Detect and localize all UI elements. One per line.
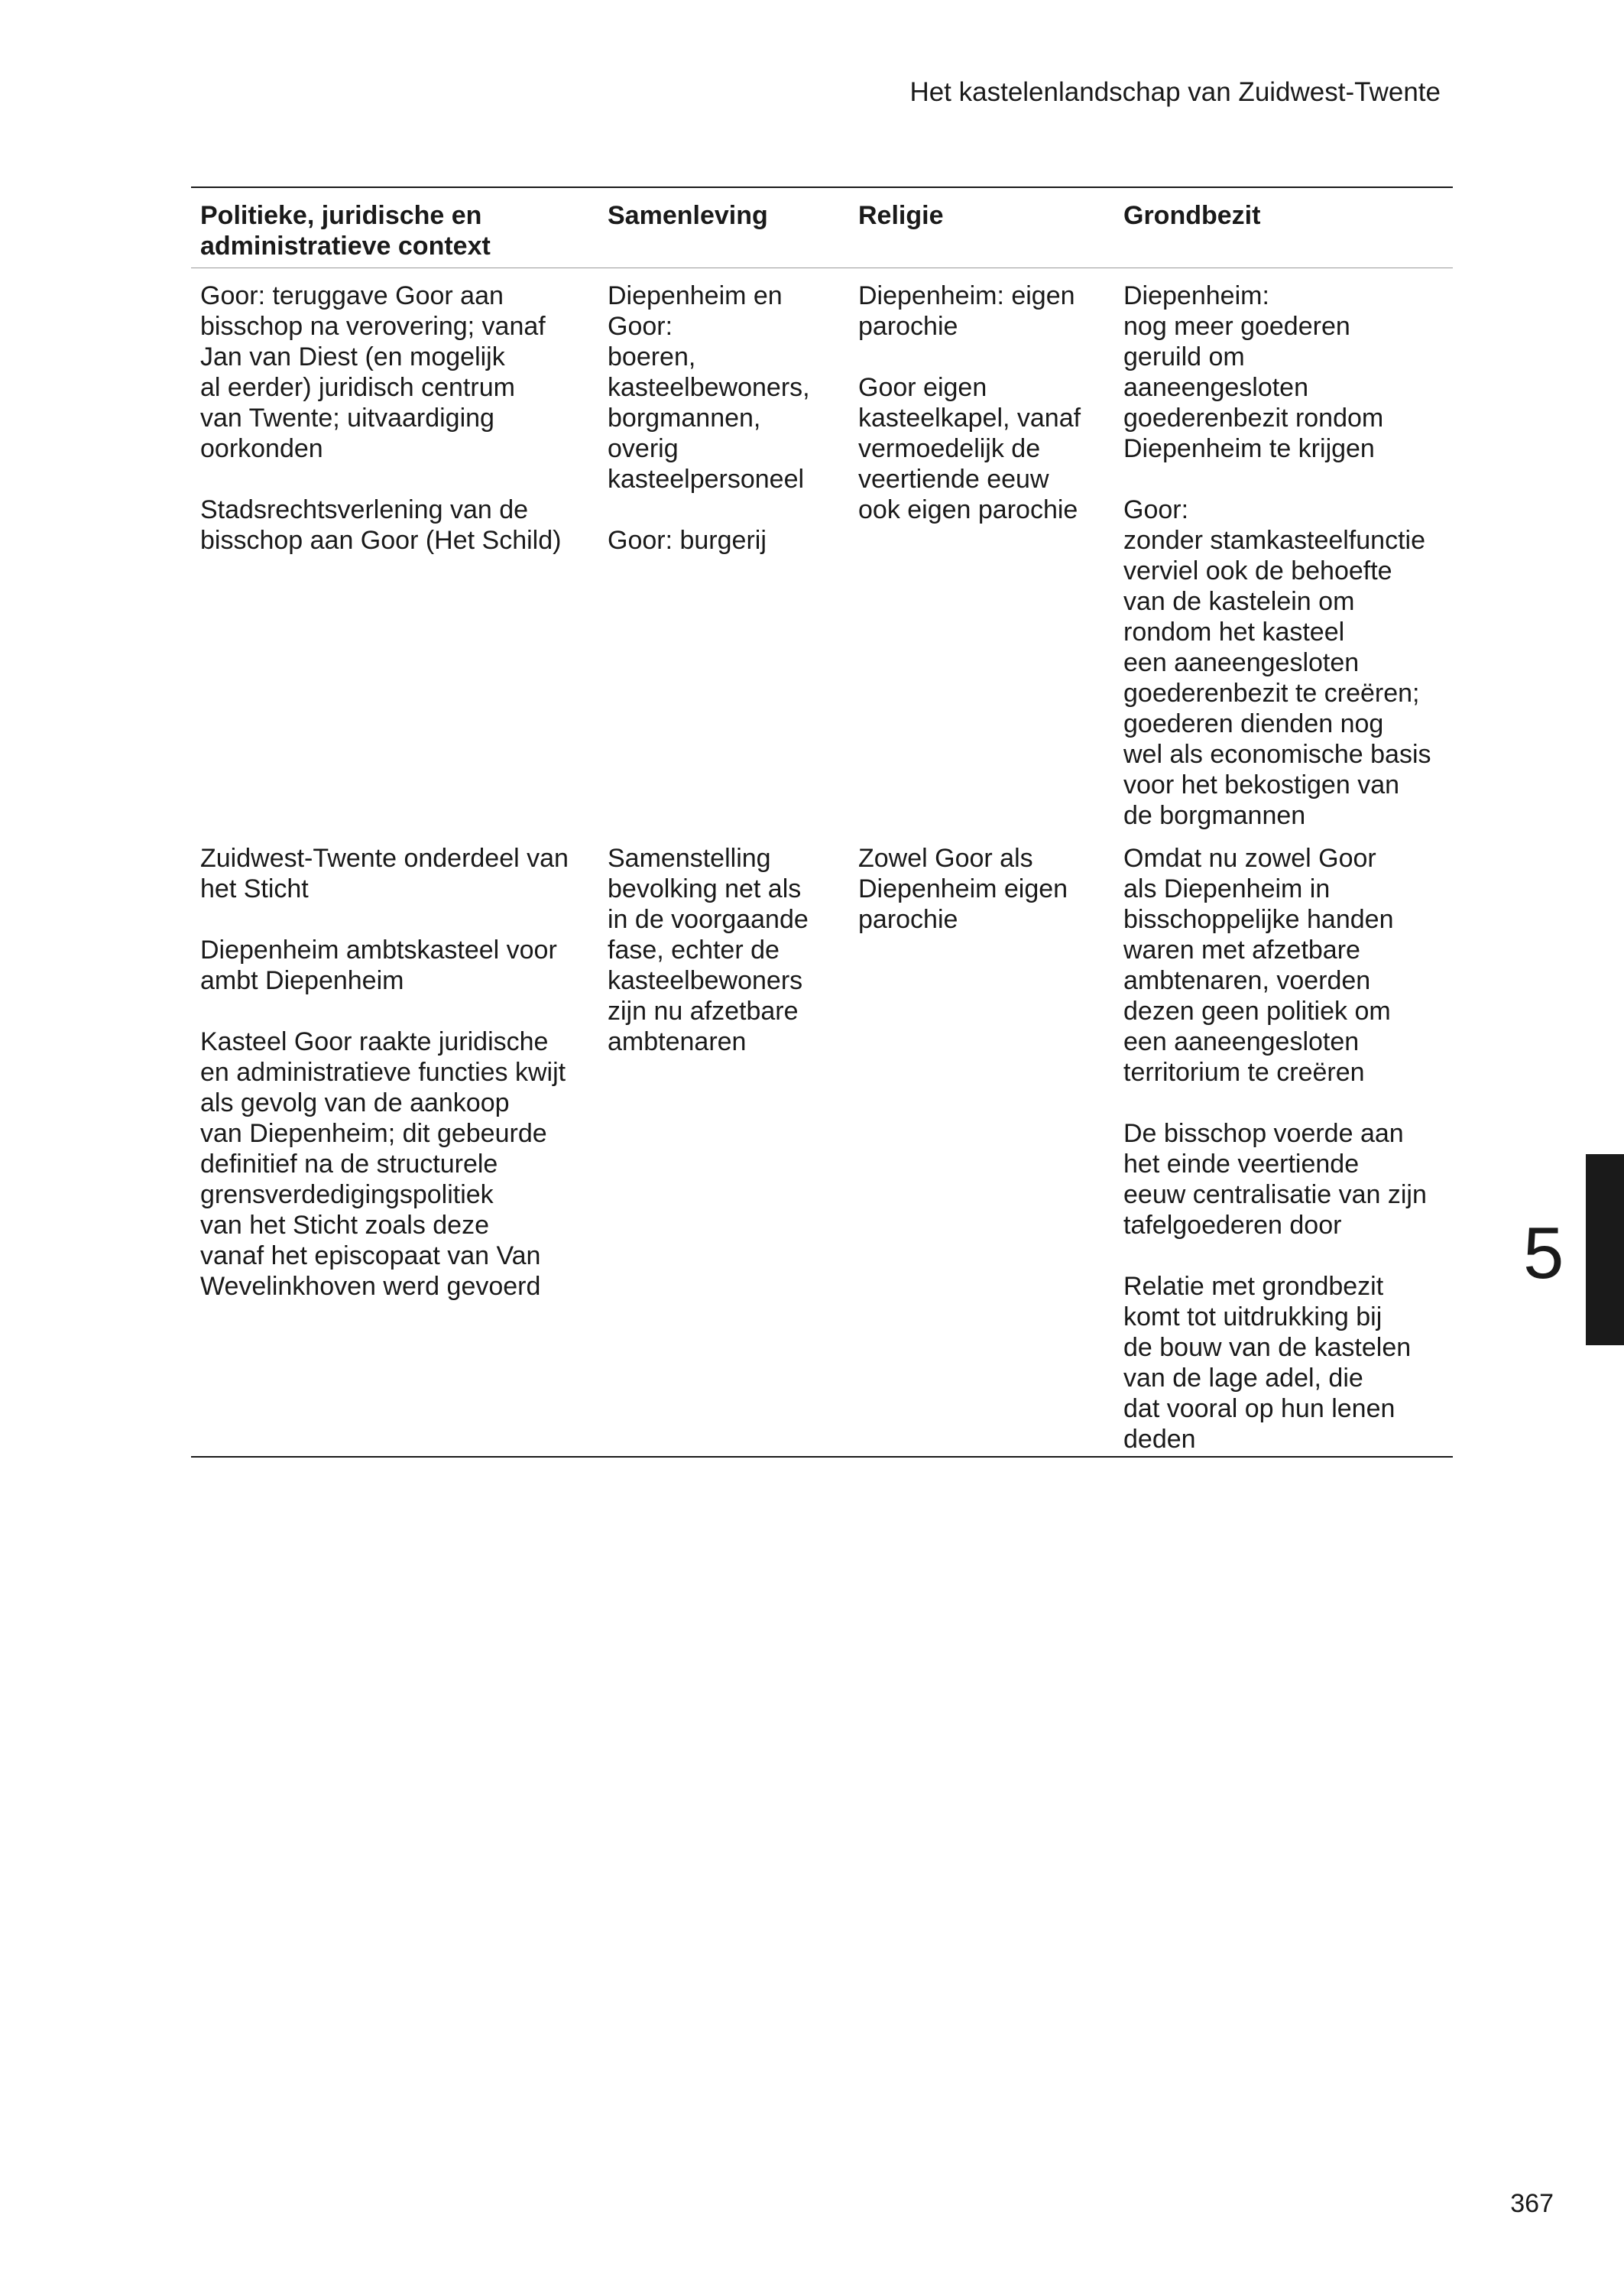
chapter-number: 5 (1523, 1212, 1564, 1294)
cell-text-line: eeuw centralisatie van zijn (1123, 1180, 1427, 1209)
cell-text-line: dezen geen politiek om (1123, 997, 1391, 1026)
paragraph-gap (608, 495, 840, 525)
cell-text-line: ambtenaren, voerden (1123, 966, 1371, 995)
cell-text-line: fase, echter de (608, 936, 780, 965)
cell-paragraph (200, 1026, 589, 1302)
cell-text-line: Zowel Goor als (858, 844, 1033, 873)
cell-text-line: Wevelinkhoven werd gevoerd (200, 1272, 541, 1301)
cell-text-line: de bouw van de kastelen (1123, 1333, 1412, 1362)
column-header-politics (191, 187, 598, 268)
cell-text-line: bevolking net als (608, 874, 802, 903)
cell-text-line: bisschop na verovering; vanaf (200, 312, 546, 341)
cell-text-line: zijn nu afzetbare (608, 997, 799, 1026)
column-header-landownership (1114, 187, 1453, 268)
cell-text-line: de borgmannen (1123, 801, 1306, 830)
paragraph-gap (1123, 1088, 1444, 1118)
cell-text-line: als gevolg van de aankoop (200, 1088, 510, 1117)
cell-text-line: boeren, (608, 342, 696, 371)
cell-paragraph (1123, 1118, 1444, 1241)
cell-paragraph (858, 843, 1105, 935)
cell-text-line: Relatie met grondbezit (1123, 1272, 1384, 1301)
cell-paragraph (858, 372, 1105, 525)
cell-text-line: kasteelpersoneel (608, 465, 805, 494)
cell-text-line: veertiende eeuw (858, 465, 1049, 494)
cell-text-line: territorium te creëren (1123, 1058, 1365, 1087)
cell-paragraph (1123, 1271, 1444, 1455)
paragraph-gap (200, 996, 589, 1026)
cell-text-line: al eerder) juridisch centrum (200, 373, 515, 402)
cell-text-line: geruild om (1123, 342, 1245, 371)
cell-paragraph (608, 843, 840, 1057)
paragraph-gap (1123, 464, 1444, 495)
column-header-line: Samenleving (608, 201, 768, 230)
cell-text-line: het Sticht (200, 874, 309, 903)
cell-text-line: Goor: burgerij (608, 526, 767, 555)
cell-text-line: van Diepenheim; dit gebeurde (200, 1119, 547, 1148)
cell-text-line: aaneengesloten (1123, 373, 1309, 402)
cell-text-line: dat vooral op hun lenen (1123, 1394, 1395, 1423)
cell-text-line: Diepenheim eigen (858, 874, 1068, 903)
paragraph-gap (200, 904, 589, 935)
cell-text-line: van de lage adel, die (1123, 1364, 1363, 1393)
cell-text-line: grensverdedigingspolitiek (200, 1180, 494, 1209)
cell-text-line: Samenstelling (608, 844, 771, 873)
cell-text-line: goederenbezit rondom (1123, 404, 1384, 433)
castle-landscape-table (191, 186, 1453, 1458)
cell-text-line: verviel ook de behoefte (1123, 556, 1392, 585)
cell-text-line: Omdat nu zowel Goor (1123, 844, 1376, 873)
cell-paragraph (1123, 843, 1444, 1088)
cell-text-line: Zuidwest-Twente onderdeel van (200, 844, 569, 873)
cell-text-line: in de voorgaande (608, 905, 809, 934)
cell-text-line: het einde veertiende (1123, 1150, 1360, 1179)
column-header-line: administratieve context (200, 232, 491, 261)
cell-text-line: ambt Diepenheim (200, 966, 404, 995)
cell-text-line: ook eigen parochie (858, 495, 1078, 524)
cell-text-line: Diepenheim ambtskasteel voor (200, 936, 557, 965)
cell-text-line: vanaf het episcopaat van Van (200, 1241, 541, 1270)
cell-text-line: borgmannen, (608, 404, 761, 433)
cell-text-line: een aaneengesloten (1123, 648, 1360, 677)
cell-text-line: Stadsrechtsverlening van de (200, 495, 529, 524)
cell-text-line: en administratieve functies kwijt (200, 1058, 566, 1087)
cell-politics (191, 831, 598, 1457)
paragraph-gap (858, 342, 1105, 372)
cell-text-line: van het Sticht zoals deze (200, 1211, 490, 1240)
chapter-tab (1586, 1154, 1624, 1345)
cell-text-line: deden (1123, 1425, 1196, 1454)
table-header-row (191, 187, 1453, 268)
cell-text-line: Diepenheim: eigen (858, 281, 1075, 310)
cell-text-line: Kasteel Goor raakte juridische (200, 1027, 549, 1056)
cell-religion (849, 831, 1114, 1457)
cell-text-line: vermoedelijk de (858, 434, 1041, 463)
column-header-religion (849, 187, 1114, 268)
column-header-line: Politieke, juridische en (200, 201, 482, 230)
cell-text-line: tafelgoederen door (1123, 1211, 1342, 1240)
cell-text-line: definitief na de structurele (200, 1150, 498, 1179)
cell-paragraph (200, 281, 589, 464)
cell-text-line: Goor: (1123, 495, 1189, 524)
cell-text-line: kasteelbewoners (608, 966, 803, 995)
cell-text-line: van Twente; uitvaardiging (200, 404, 494, 433)
cell-landownership (1114, 268, 1453, 832)
cell-text-line: goederen dienden nog (1123, 709, 1384, 738)
cell-text-line: wel als economische basis (1123, 740, 1431, 769)
cell-text-line: oorkonden (200, 434, 323, 463)
cell-text-line: een aaneengesloten (1123, 1027, 1360, 1056)
cell-text-line: kasteelbewoners, (608, 373, 810, 402)
cell-text-line: goederenbezit te creëren; (1123, 679, 1420, 708)
table-row (191, 831, 1453, 1457)
paragraph-gap (200, 464, 589, 495)
running-header: Het kastelenlandschap van Zuidwest-Twente (909, 77, 1441, 107)
cell-paragraph (1123, 281, 1444, 464)
cell-text-line: Goor eigen (858, 373, 987, 402)
cell-text-line: ambtenaren (608, 1027, 747, 1056)
cell-paragraph (608, 525, 840, 556)
cell-text-line: voor het bekostigen van (1123, 770, 1400, 799)
cell-paragraph (608, 281, 840, 495)
cell-society (598, 268, 849, 832)
cell-text-line: rondom het kasteel (1123, 618, 1345, 647)
column-header-line: Religie (858, 201, 944, 230)
cell-paragraph (200, 843, 589, 904)
cell-text-line: bisschoppelijke handen (1123, 905, 1394, 934)
cell-text-line: overig (608, 434, 679, 463)
cell-paragraph (200, 495, 589, 556)
cell-text-line: Goor: teruggave Goor aan (200, 281, 504, 310)
cell-text-line: parochie (858, 905, 958, 934)
cell-text-line: waren met afzetbare (1123, 936, 1360, 965)
cell-paragraph (858, 281, 1105, 342)
cell-paragraph (1123, 495, 1444, 831)
cell-politics (191, 268, 598, 832)
cell-religion (849, 268, 1114, 832)
cell-text-line: Diepenheim te krijgen (1123, 434, 1375, 463)
cell-text-line: Diepenheim: (1123, 281, 1269, 310)
cell-text-line: bisschop aan Goor (Het Schild) (200, 526, 562, 555)
column-header-line: Grondbezit (1123, 201, 1261, 230)
cell-text-line: Jan van Diest (en mogelijk (200, 342, 505, 371)
cell-text-line: zonder stamkasteelfunctie (1123, 526, 1425, 555)
cell-text-line: Diepenheim en (608, 281, 783, 310)
cell-landownership (1114, 831, 1453, 1457)
cell-text-line: als Diepenheim in (1123, 874, 1331, 903)
cell-text-line: nog meer goederen (1123, 312, 1350, 341)
page-number: 367 (1510, 2189, 1554, 2218)
column-header-society (598, 187, 849, 268)
cell-society (598, 831, 849, 1457)
cell-text-line: komt tot uitdrukking bij (1123, 1302, 1383, 1331)
cell-text-line: kasteelkapel, vanaf (858, 404, 1081, 433)
cell-text-line: van de kastelein om (1123, 587, 1355, 616)
cell-text-line: De bisschop voerde aan (1123, 1119, 1404, 1148)
table-row (191, 268, 1453, 832)
cell-paragraph (200, 935, 589, 996)
paragraph-gap (1123, 1241, 1444, 1271)
cell-text-line: parochie (858, 312, 958, 341)
cell-text-line: Goor: (608, 312, 673, 341)
